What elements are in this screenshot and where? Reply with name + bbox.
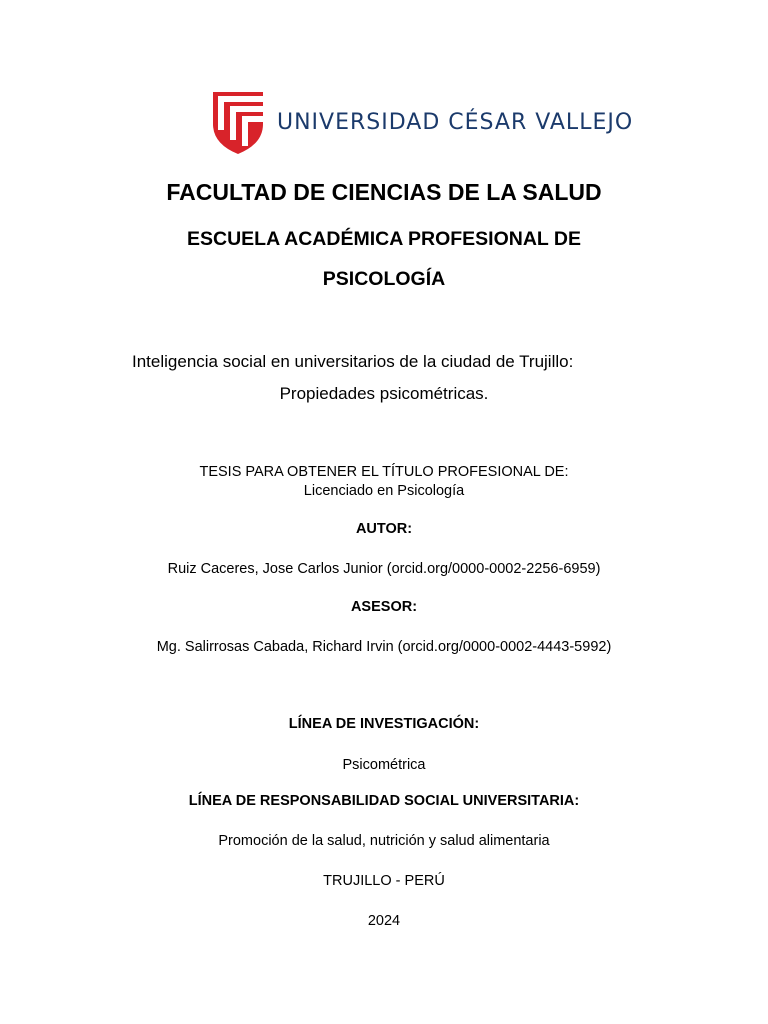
thesis-title-line1: Inteligencia social en universitarios de la ciudad de Trujillo: (132, 352, 574, 371)
place: TRUJILLO - PERÚ (323, 873, 445, 889)
university-logo-text: UNIVERSIDAD CÉSAR VALLEJO (277, 110, 634, 135)
degree-label: TESIS PARA OBTENER EL TÍTULO PROFESIONAL DE: (199, 464, 569, 480)
advisor-value: Mg. Salirrosas Cabada, Richard Irvin (orcid.org/0000-0002-4443-5992) (156, 639, 612, 655)
advisor-label: ASESOR: (350, 599, 418, 615)
school-heading-line1: ESCUELA ACADÉMICA PROFESIONAL DE (187, 228, 581, 250)
research-line-label: LÍNEA DE INVESTIGACIÓN: (288, 716, 480, 732)
university-shield-icon (211, 90, 265, 156)
thesis-title-line2-text: Propiedades psicométricas. (279, 384, 489, 403)
author-label: AUTOR: (355, 521, 413, 537)
degree-value: Licenciado en Psicología (303, 483, 465, 499)
faculty-heading: FACULTAD DE CIENCIAS DE LA SALUD (166, 179, 602, 205)
university-logo (211, 90, 634, 156)
research-line-value: Psicométrica (342, 757, 426, 773)
social-responsibility-label: LÍNEA DE RESPONSABILIDAD SOCIAL UNIVERSITARIA: (188, 793, 580, 809)
thesis-title-line2 (0, 384, 768, 404)
social-responsibility-value: Promoción de la salud, nutrición y salud alimentaria (218, 833, 550, 849)
year: 2024 (367, 913, 401, 929)
author-value: Ruiz Caceres, Jose Carlos Junior (orcid.org/0000-0002-2256-6959) (167, 561, 601, 577)
school-heading-line2: PSICOLOGÍA (322, 268, 446, 290)
